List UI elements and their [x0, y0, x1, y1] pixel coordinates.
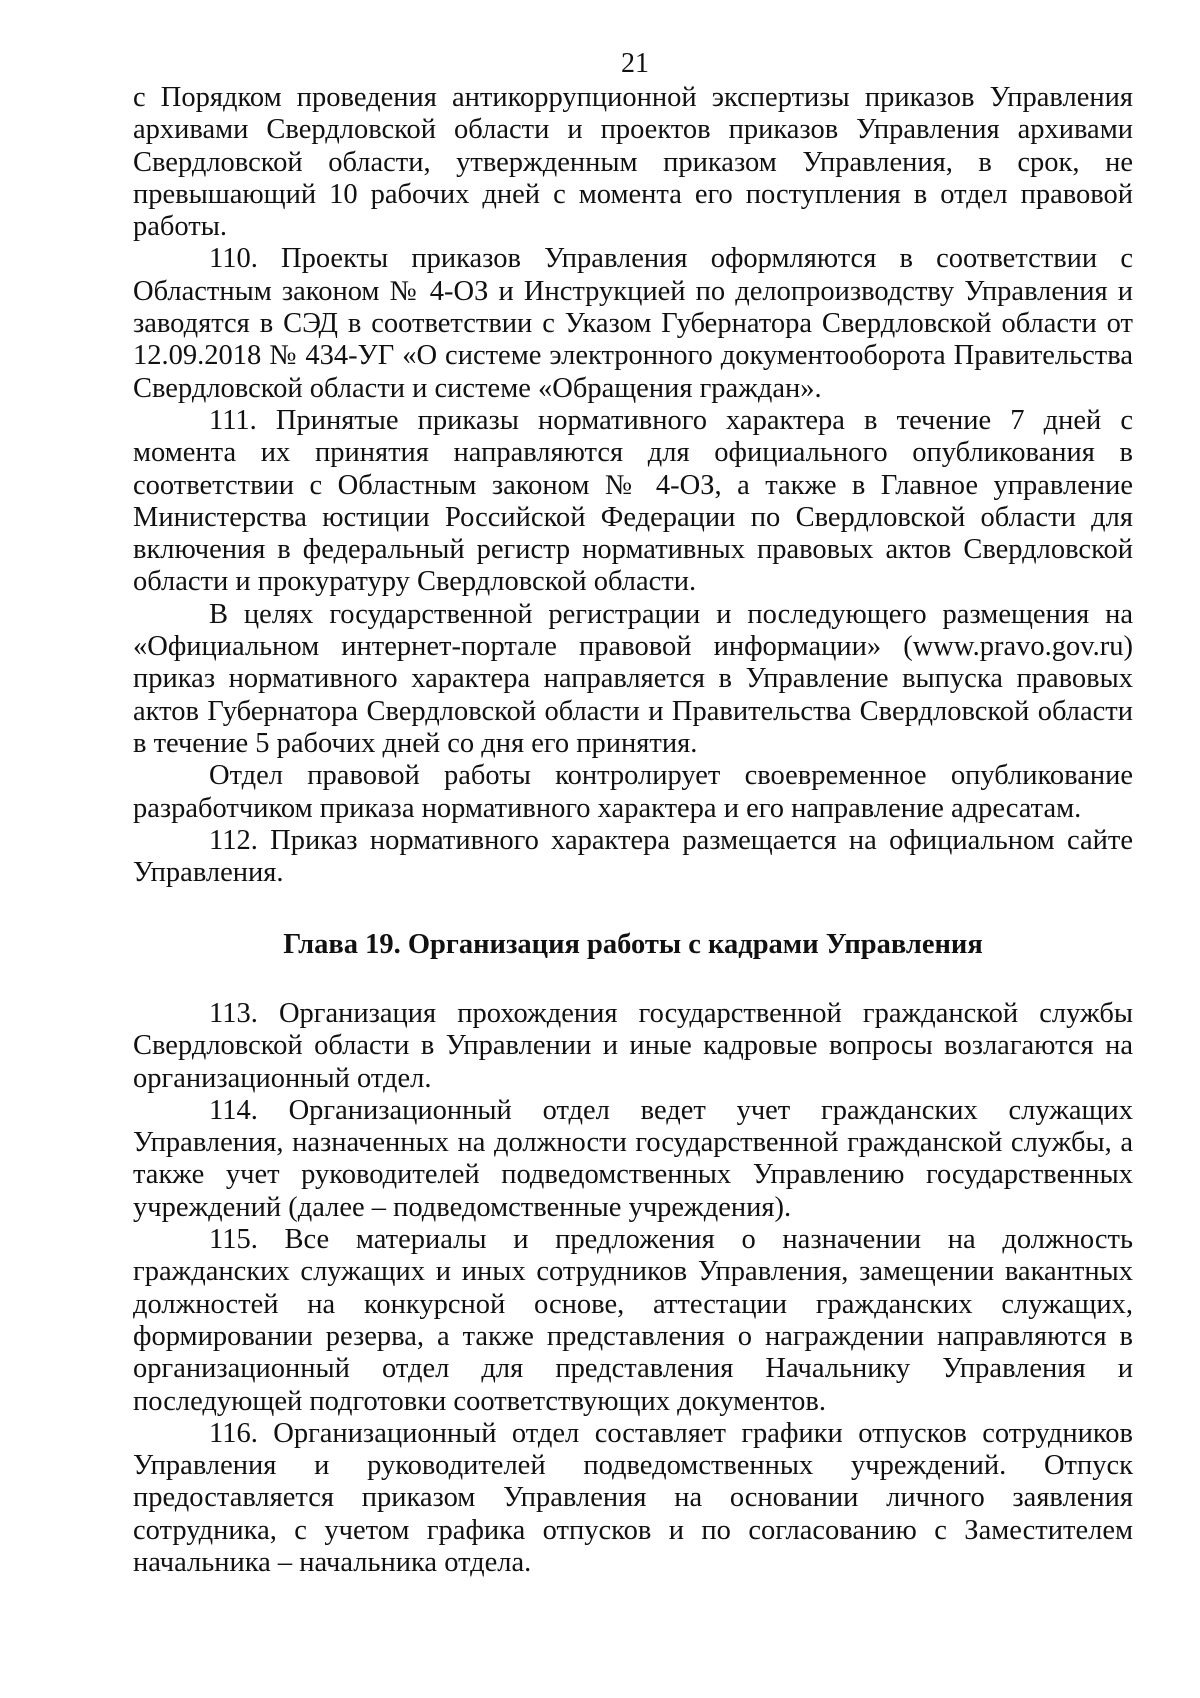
paragraph-110: 110. Проекты приказов Управления оформляются в соответствии с Областным законом № 4-ОЗ и Инструкцией по делопроизводству Управления и заводятся в СЭД в соответствии с Указом Губернатора Свердловской области от 12.09.2018 № 434-УГ «О системе электронного документооборота Правительства Свердловской области и системе «Обращения граждан». — [133, 243, 1133, 404]
text-block-top — [133, 82, 1133, 889]
paragraph-111: 111. Принятые приказы нормативного характера в течение 7 дней с момента их принятия направляются для официального опубликования в соответствии с Областным законом № 4-ОЗ, а также в Главное управление Министерства юстиции Российской Федерации по Свердловской области для включения в федеральный регистр нормативных правовых актов Свердловской области и прокуратуру Свердловской области. — [133, 404, 1133, 598]
chapter-title: Глава 19. Организация работы с кадрами Управления — [283, 929, 983, 960]
text-block-bottom — [133, 998, 1133, 1579]
paragraph: В целях государственной регистрации и последующего размещения на «Официальном интернет-портале правовой информации» (www.pravo.gov.ru) приказ нормативного характера направляется в Управление выпуска правовых актов Губернатора Свердловской области и Правительства Свердловской области в течение 5 рабочих дней со дня его принятия. — [133, 598, 1133, 759]
paragraph-116: 116. Организационный отдел составляет графики отпусков сотрудников Управления и руководителей подведомственных учреждений. Отпуск предоставляется приказом Управления на основании личного заявления сотрудника, с учетом графика отпусков и по согласованию с Заместителем начальника – начальника отдела. — [133, 1417, 1133, 1579]
paragraph: Отдел правовой работы контролирует своевременное опубликование разработчиком приказа нормативного характера и его направление адресатам. — [133, 760, 1133, 824]
paragraph-112: 112. Приказ нормативного характера размещается на официальном сайте Управления. — [133, 824, 1133, 889]
paragraph: с Порядком проведения антикоррупционной экспертизы приказов Управления архивами Свердловской области и проектов приказов Управления архивами Свердловской области, утвержденным приказом Управления, в срок, не превышающий 10 рабочих дней с момента его поступления в отдел правовой работы. — [133, 82, 1133, 243]
paragraph-115: 115. Все материалы и предложения о назначении на должность гражданских служащих и иных сотрудников Управления, замещении вакантных должностей на конкурсной основе, аттестации гражданских служащих, формировании резерва, а также представления о награждении направляются в организационный отдел для представления Начальнику Управления и последующей подготовки соответствующих документов. — [133, 1224, 1133, 1417]
paragraph-114: 114. Организационный отдел ведет учет гражданских служащих Управления, назначенных на должности государственной гражданской службы, а также учет руководителей подведомственных Управлению государственных учреждений (далее – подведомственные учреждения). — [133, 1094, 1133, 1223]
page-number: 21 — [621, 48, 649, 79]
paragraph-113: 113. Организация прохождения государственной гражданской службы Свердловской области в Управлении и иные кадровые вопросы возлагаются на организационный отдел. — [133, 998, 1133, 1094]
